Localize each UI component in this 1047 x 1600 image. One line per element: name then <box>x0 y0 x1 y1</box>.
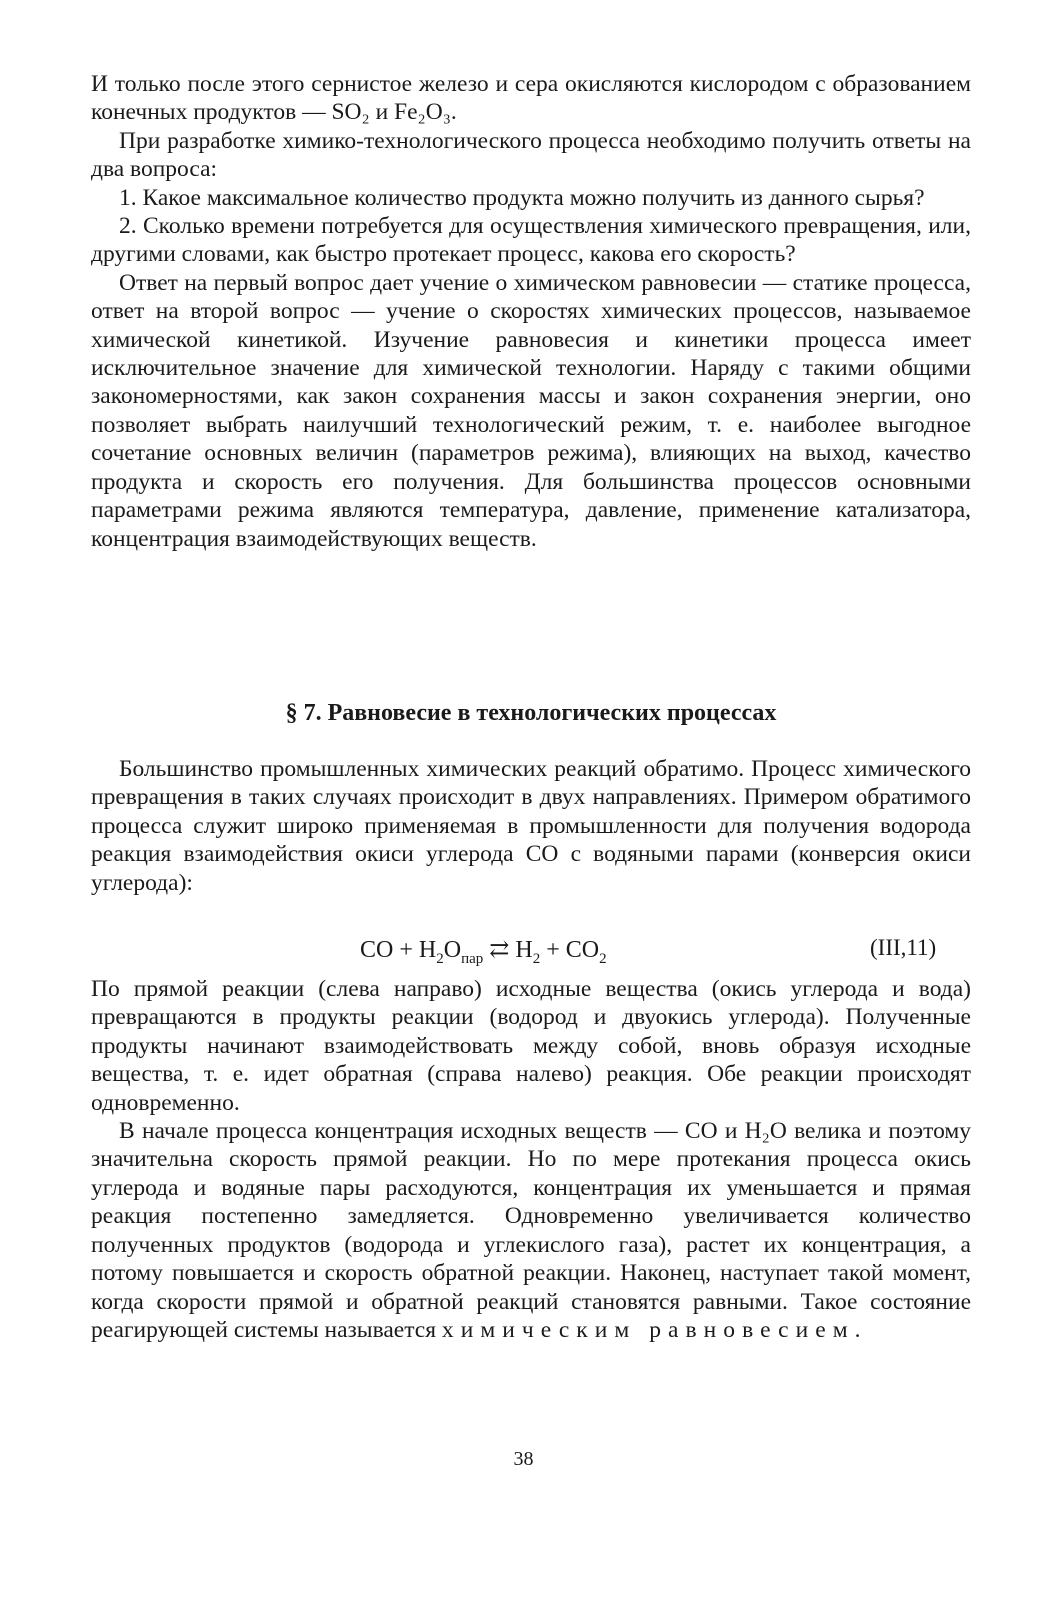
paragraph: Ответ на первый вопрос дает учение о химическом равновесии — статике процесса, ответ на второй вопрос — учение о скоростях химических процессов, называемое химической кинетикой. Изучение равновесия и кинетики процесса имеет исключительное значение для химической технологии. Наряду с такими общими закономерностями, как закон сохранения массы и закон сохранения энергии, оно позволяет выбрать наилучший технологический режим, т. е. наиболее выгодное сочетание основных величин (параметров режима), влияющих на выход, качество продукта и скорость его получения. Для большинства процессов основными параметрами режима являются температура, давление, применение катализатора, концентрация взаимодействующих веществ. <box>91 269 971 552</box>
text-block-top <box>91 70 971 553</box>
eq-subscript: 2 <box>436 950 444 967</box>
eq-part: + CO <box>540 937 600 963</box>
paragraph <box>91 1117 971 1344</box>
paragraph: По прямой реакции (слева направо) исходные вещества (окись углерода и вода) превращаются в продукты реакции (водород и двуокись углерода). Полученные продукты начинают взаимодействовать между собой, вновь образуя исходные вещества, т. е. идет обратная (справа налево) реакция. Обе реакции происходят одновременно. <box>91 976 971 1116</box>
paragraph: При разработке химико-технологического процесса необходимо получить ответы на два вопроса: <box>91 127 971 183</box>
eq-part: O <box>443 937 462 963</box>
emphasized-term: химическим равновесием. <box>441 1316 868 1343</box>
page-number: 38 <box>513 1448 534 1470</box>
paragraph: Большинство промышленных химических реакций обратимо. Процесс химического превращения в таких случаях происходит в двух направлениях. Примером обратимого процесса служит широко применяемая в промышленности для получения водорода реакция взаимодействия окиси углерода CO с водяными парами (конверсия окиси углерода): <box>91 756 971 896</box>
list-item: 1. Какое максимальное количество продукта можно получить из данного сырья? <box>119 184 925 211</box>
eq-part: ⇄ H <box>483 937 533 963</box>
eq-subscript: 2 <box>599 950 607 967</box>
paragraph: И только после этого сернистое железо и сера окисляются кислородом с образованием конечных продуктов — SO₂ и Fe₂O₃. <box>91 71 971 126</box>
section-heading: § 7. Равновесие в технологических процессах <box>285 700 777 726</box>
text-block-bottom <box>91 755 971 1344</box>
eq-subscript: 2 <box>532 950 541 967</box>
chemical-equation <box>360 935 607 968</box>
eq-subscript: пар <box>461 950 484 967</box>
list-item: 2. Сколько времени потребуется для осуществления химического превращения, или, другими словами, как быстро протекает процесс, какова его скорость? <box>91 213 971 268</box>
eq-part: CO + H <box>360 937 437 963</box>
paragraph-text: В начале процесса концентрация исходных веществ — CO и H₂O велика и поэтому значительна скорость прямой реакции. Но по мере протекания процесса окись углерода и водяные пары расходуются, концентрация их уменьшается и прямая реакция постепенно замедляется. Одновременно увеличивается количество полученных продуктов (водорода и углекислого газа), растет их концентрация, а потому повышается и скорость обратной реакции. Наконец, наступает такой момент, когда скорости прямой и обратной реакций становятся равными. Такое состояние реагирующей системы называется <box>91 1118 971 1343</box>
equation-number: (III,11) <box>870 935 937 960</box>
